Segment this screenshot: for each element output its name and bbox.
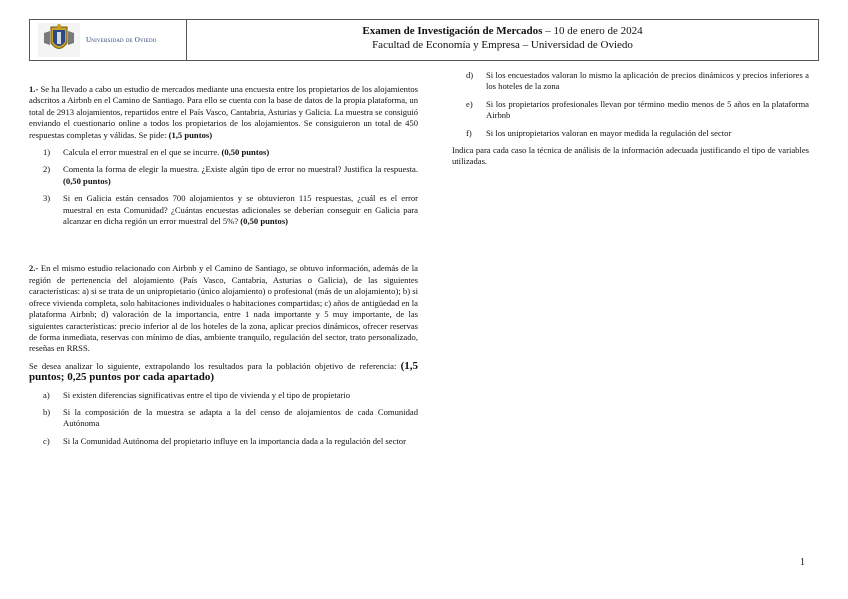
left-column: [29, 84, 418, 453]
list-item: b) Si la composición de la muestra se adapta a la del censo de alojamientos de cada Comunidad Autónoma: [43, 406, 418, 429]
page-number: 1: [800, 557, 805, 568]
question-1-statement: 1.- Se ha llevado a cabo un estudio de mercados mediante una encuesta entre los propietarios de los alojamientos adscritos a Airbnb en el Camino de Santiago. Para ello se cuenta con la base de datos de la propia plataforma, un total de 2913 alojamientos, repartidos entre el País Vasco, Cantabria, Asturias y Galicia. La muestra se consiguió enviando el cuestionario online a todos los propietarios de los alojamientos. Se consiguieron un total de 450 respuestas completas y válidas. Se pide: (1,5 puntos): [29, 84, 419, 140]
question-2-number: 2.-: [29, 263, 39, 274]
university-name: Universidad de Oviedo: [86, 36, 157, 44]
exam-subtitle: Facultad de Economía y Empresa – Universidad de Oviedo: [372, 39, 633, 51]
question-1-items: [29, 147, 418, 227]
list-item: d) Si los encuestados valoran lo mismo la aplicación de precios dinámicos y precios inferiores a los hoteles de la zona: [466, 70, 809, 92]
question-2-statement: 2.- En el mismo estudio relacionado con Airbnb y el Camino de Santiago, se obtuvo información, además de la región de pertenencia del alojamiento (País Vasco, Cantabria, Asturias o Galicia), de las siguientes características: a) si se trata de un unipropietario (único alojamiento) o profesional (más de un alojamiento); b) si ofrece vivienda completa, solo habitaciones individuales o habitaciones compartidas; c) años de antigüedad en la plataforma Airbnb; d) valoración de la importancia, entre 1 nada importante y 5 muy importante, de las siguientes características: precio inferior al de los hoteles de la zona, aplicar precios dinámicos, ofrecer reservas de forma inmediata, reservas con mínimo de días, ambiente tranquilo, regulación del sector, trato personalizado, reseñas en RRSS.: [29, 263, 418, 354]
question-1-number: 1.-: [29, 84, 39, 94]
exam-title: Examen de Investigación de Mercados: [362, 25, 543, 37]
list-item: 1) Calcula el error muestral en el que se incurre. (0,50 puntos): [43, 147, 270, 158]
list-item: 2) Comenta la forma de elegir la muestra. ¿Existe algún tipo de error no muestral? Justifica la respuesta. (0,50 puntos): [43, 164, 418, 186]
question-2-items-right: [452, 70, 809, 139]
exam-title-block: [187, 20, 818, 60]
list-item: f) Si los unipropietarios valoran en mayor medida la regulación del sector: [466, 127, 732, 138]
question-2-items-left: [29, 390, 418, 448]
list-item: c) Si la Comunidad Autónoma del propietario influye en la importancia dada a la regulación del sector: [43, 435, 406, 446]
crest-icon: [38, 23, 80, 57]
university-logo: [30, 20, 187, 60]
question-2-intro: Se desea analizar lo siguiente, extrapolando los resultados para la población objetivo de referencia: (1,5 puntos; 0,25 puntos por cada apartado): [29, 359, 418, 384]
exam-date: – 10 de enero de 2024: [545, 25, 643, 37]
exam-header: [29, 19, 819, 61]
list-item: a) Si existen diferencias significativas entre el tipo de vivienda y el tipo de propietario: [43, 389, 351, 400]
question-2-closing: Indica para cada caso la técnica de análisis de la información adecuada justificando el tipo de variables utilizadas.: [452, 145, 809, 167]
list-item: 3) Si en Galicia están censados 700 alojamientos y se obtuvieron 115 respuestas, ¿cuál es el error muestral en esta Comunidad? ¿Cuántas encuestas adicionales se deberían conseguir en Galicia para alcanzar en dicha región un error muestral del 5%? (0,50 puntos): [43, 193, 418, 227]
right-column: [452, 70, 809, 174]
list-item: e) Si los propietarios profesionales llevan por término medio menos de 5 años en la plataforma Airbnb: [466, 98, 809, 121]
